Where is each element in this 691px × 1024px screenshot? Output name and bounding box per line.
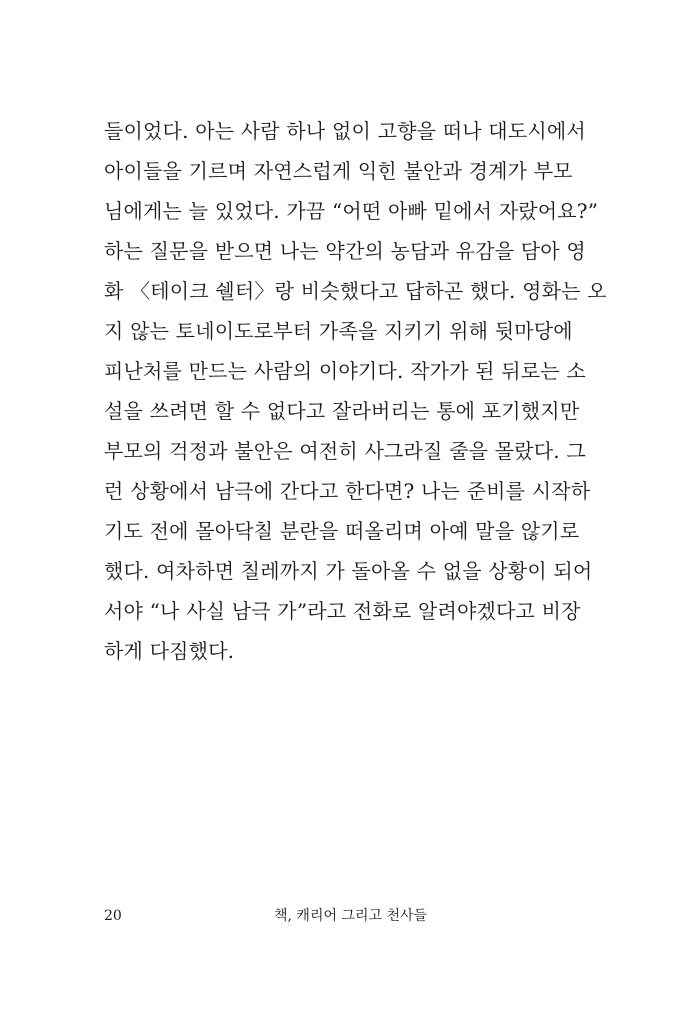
text-line: 설을 쓰려면 할 수 없다고 잘라버리는 통에 포기했지만 [104,399,580,423]
text-line: 지 않는 토네이도로부터 가족을 지키기 위해 뒷마당에 [104,319,573,343]
text-line: 런 상황에서 남극에 간다고 한다면? 나는 준비를 시작하 [104,479,591,503]
text-line: 하는 질문을 받으면 나는 약간의 농담과 유감을 담아 영 [104,239,586,263]
text-line: 님에게는 늘 있었다. 가끔 “어떤 아빠 밑에서 자랐어요?” [104,199,599,223]
page-footer [104,904,564,928]
page-number: 20 [104,908,122,924]
text-line: 아이들을 기르며 자연스럽게 익힌 불안과 경계가 부모 [104,159,573,183]
text-line: 피난처를 만드는 사람의 이야기다. 작가가 된 뒤로는 소 [104,359,586,383]
text-line: 서야 “나 사실 남극 가”라고 전화로 알려야겠다고 비장 [104,599,581,623]
text-line: 부모의 걱정과 불안은 여전히 사그라질 줄을 몰랐다. 그 [104,439,586,463]
text-line: 기도 전에 몰아닥칠 분란을 떠올리며 아예 말을 않기로 [104,519,580,543]
text-line: 화 〈테이크 쉘터〉랑 비슷했다고 답하곤 했다. 영화는 오 [104,279,607,303]
body-text [104,111,607,671]
text-line: 하게 다짐했다. [104,639,235,663]
running-title: 책, 캐리어 그리고 천사들 [274,908,428,924]
text-line: 들이었다. 아는 사람 하나 없이 고향을 떠나 대도시에서 [104,119,586,143]
text-line: 했다. 여차하면 칠레까지 가 돌아올 수 없을 상황이 되어 [104,559,593,583]
